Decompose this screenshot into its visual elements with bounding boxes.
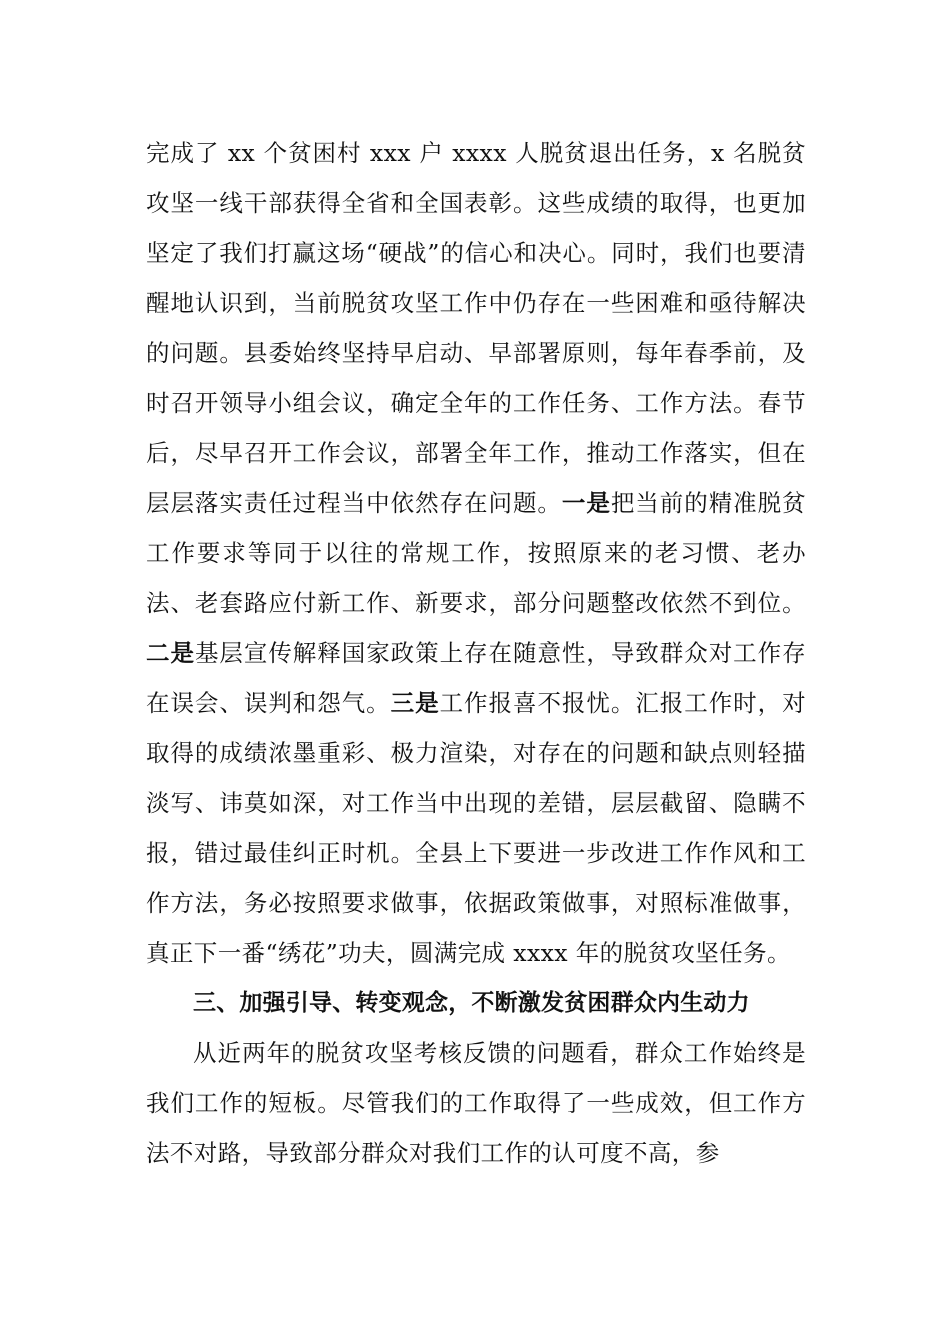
paragraph-1-text-a: 完成了 xx 个贫困村 xxx 户 xxxx 人脱贫退出任务，x 名脱贫攻坚一线干部获得全省和全国表彰。这些成绩的取得，也更加坚定了我们打赢这场“硬战”的信心和决心。同时，我们也要清醒地认识到，当前脱贫攻坚工作中仍存在一些困难和亟待解决的问题。县委始终坚持早启动、早部署原则，每年春季前，及时召开领导小组会议，确定全年的工作任务、工作方法。春节后，尽早召开工作会议，部署全年工作，推动工作落实，但在层层落实责任过程当中依然存在问题。: [146, 139, 806, 517]
point-2-label: 二是: [146, 639, 195, 667]
document-page: [146, 128, 806, 1178]
paragraph-1-text-c: 基层宣传解释国家政策上存在随意性，导致群众对工作存在误会、误判和怨气。: [146, 639, 806, 717]
section-heading-3: 三、加强引导、转变观念，不断激发贫困群众内生动力: [193, 990, 750, 1016]
body-paragraph-1: [146, 128, 806, 978]
paragraph-1-text-b: 把当前的精准脱贫工作要求等同于以往的常规工作，按照原来的老习惯、老办法、老套路应付新工作、新要求，部分问题整改依然不到位。: [146, 489, 806, 617]
point-3-label: 三是: [390, 689, 440, 717]
body-paragraph-2: 从近两年的脱贫攻坚考核反馈的问题看，群众工作始终是我们工作的短板。尽管我们的工作取得了一些成效，但工作方法不对路，导致部分群众对我们工作的认可度不高，参: [146, 1039, 806, 1167]
paragraph-1-text-d: 工作报喜不报忧。汇报工作时，对取得的成绩浓墨重彩、极力渲染，对存在的问题和缺点则轻描淡写、讳莫如深，对工作当中出现的差错，层层截留、隐瞒不报，错过最佳纠正时机。全县上下要进一步改进工作作风和工作方法，务必按照要求做事，依据政策做事，对照标准做事，真正下一番“绣花”功夫，圆满完成 xxxx 年的脱贫攻坚任务。: [146, 689, 807, 967]
point-1-label: 一是: [561, 489, 611, 517]
